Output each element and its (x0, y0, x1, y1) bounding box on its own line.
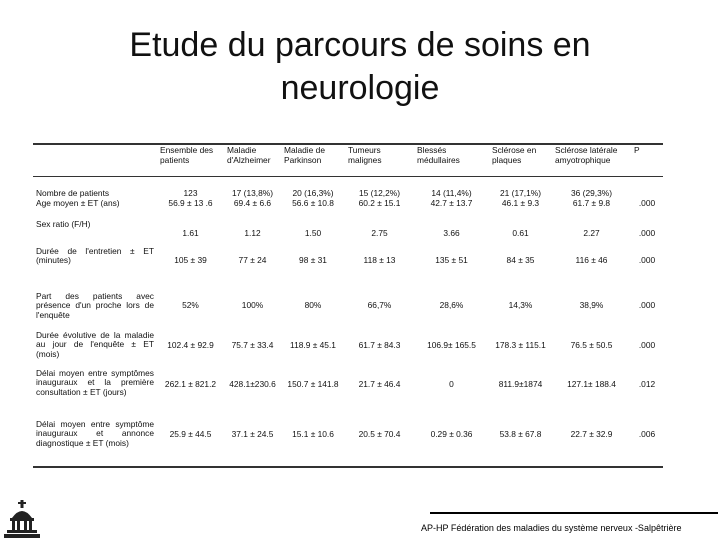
table-cell: 262.1 ± 821.2 (164, 378, 217, 389)
table-cell: 428.1±230.6 (229, 378, 276, 389)
table-cell: 77 ± 24 (238, 254, 267, 265)
table-cell: .000 (638, 299, 656, 310)
table-row (33, 286, 663, 331)
table-cell (631, 177, 663, 199)
table-cell: 105 ± 39 (174, 254, 207, 265)
table-cell: 61.7 ± 84.3 (358, 339, 401, 350)
table-bottom-rule (33, 466, 663, 468)
table-cell: 22.7 ± 32.9 (570, 428, 613, 439)
table-cell: 0.29 ± 0.36 (430, 428, 473, 439)
table-cell: 150.7 ± 141.8 (287, 378, 339, 389)
table-row (33, 331, 663, 369)
table-cell: 80% (304, 299, 322, 310)
table-cell: 76.5 ± 50.5 (570, 339, 613, 350)
table-cell: 21 (17,1%) (500, 188, 541, 198)
table-cell: 1.61 (182, 227, 199, 238)
institution-logo-icon (3, 498, 41, 540)
header-cell-tumeurs: Tumeurs malignes (348, 145, 382, 165)
table-cell: .000 (638, 254, 656, 265)
table-cell: 56.9 ± 13 .6 (168, 197, 213, 208)
table-cell: .012 (638, 378, 656, 389)
header-cell-sep: Sclérose en plaques (492, 145, 537, 165)
table-cell: 178.3 ± 115.1 (495, 339, 546, 350)
table-cell: 15.1 ± 10.6 (292, 428, 334, 439)
table-cell: 69.4 ± 6.6 (233, 197, 272, 208)
table-row (33, 247, 663, 286)
table-cell: 46.1 ± 9.3 (501, 197, 540, 208)
header-cell-ensemble: Ensemble des patients (160, 145, 214, 165)
table-cell: 98 ± 31 (299, 254, 327, 265)
data-table (33, 145, 663, 466)
table-cell: 56.6 ± 10.8 (292, 197, 334, 208)
table-cell: 1.12 (244, 227, 261, 238)
table-row (33, 177, 663, 199)
table-cell: 2.75 (371, 227, 388, 238)
row-label: Durée évolutive de la maladie au jour de l'enquête ± ET (mois) (36, 329, 154, 359)
table-cell: 75.7 ± 33.4 (231, 339, 274, 350)
table-cell: 127.1± 188.4 (567, 378, 616, 389)
row-label: Part des patients avec présence d'un proche lors de l'enquête (36, 290, 154, 320)
table-cell: 118 ± 13 (363, 254, 396, 265)
table-cell: 84 ± 35 (506, 254, 535, 265)
row-label: Sex ratio (F/H) (36, 218, 91, 229)
table-cell: 811.9±1874 (498, 378, 543, 389)
table-cell: 0 (449, 378, 454, 389)
table-cell: 25.9 ± 44.5 (169, 428, 212, 439)
table-cell: 28,6% (439, 299, 464, 310)
table-cell: 135 ± 51 (435, 254, 468, 265)
table-cell: 14 (11,4%) (431, 188, 472, 198)
table-cell: 53.8 ± 67.8 (499, 428, 542, 439)
table-cell: 118.9 ± 45.1 (290, 339, 336, 350)
table-cell: 38,9% (579, 299, 604, 310)
header-cell-p: P (634, 145, 640, 155)
table-cell: .000 (638, 197, 656, 208)
table-row (33, 199, 663, 211)
table-header-row (33, 145, 663, 175)
table-cell: 20 (16,3%) (292, 188, 334, 198)
header-cell-parkinson: Maladie de Parkinson (284, 145, 325, 165)
table-row (33, 369, 663, 420)
table-cell: 100% (241, 299, 264, 310)
slide-title-line-1: Etude du parcours de soins en (129, 26, 591, 64)
slide-title (60, 24, 660, 110)
row-label: Nombre de patients (36, 188, 110, 198)
header-cell-sla: Sclérose latérale amyotrophique (555, 145, 618, 165)
table-row (33, 420, 663, 466)
results-table (33, 143, 663, 468)
table-cell: 123 (183, 188, 198, 198)
header-cell-label (33, 145, 157, 175)
row-label: Délai moyen entre symptôme inauguraux et annonce diagnostique ± ET (mois) (36, 418, 154, 448)
table-cell: 3.66 (443, 227, 460, 238)
table-cell: 61.7 ± 9.8 (572, 197, 611, 208)
table-cell: 102.4 ± 92.9 (167, 339, 214, 350)
table-cell: 36 (29,3%) (571, 188, 612, 198)
table-cell: 17 (13,8%) (232, 188, 273, 198)
row-label: Age moyen ± ET (ans) (36, 197, 120, 208)
table-cell: .000 (638, 227, 656, 238)
table-cell: 15 (12,2%) (359, 188, 400, 198)
row-label: Délai moyen entre symptômes inauguraux et la première consultation ± ET (jours) (36, 367, 154, 397)
table-cell: 116 ± 46 (575, 254, 608, 265)
table-cell: 42.7 ± 13.7 (430, 197, 473, 208)
footer-text: AP-HP Fédération des maladies du système nerveux -Salpêtrière (421, 523, 682, 533)
table-cell: 0.61 (512, 227, 529, 238)
table-cell: 21.7 ± 46.4 (358, 378, 401, 389)
header-cell-alzheimer: Maladie d'Alzheimer (227, 145, 271, 165)
table-cell: 66,7% (367, 299, 392, 310)
slide-title-line-2: neurologie (280, 69, 440, 107)
table-cell: 14,3% (508, 299, 533, 310)
table-cell: 52% (182, 299, 199, 310)
table-cell: 2.27 (583, 227, 600, 238)
table-cell: 20.5 ± 70.4 (358, 428, 401, 439)
row-label: Durée de l'entretien ± ET (minutes) (36, 245, 154, 266)
table-cell: .000 (638, 339, 656, 350)
table-row (33, 211, 663, 247)
table-cell: 37.1 ± 24.5 (231, 428, 274, 439)
table-cell: 60.2 ± 15.1 (358, 197, 401, 208)
header-cell-blesses: Blessés médullaires (417, 145, 460, 165)
table-cell: .006 (638, 428, 656, 439)
table-cell: 1.50 (304, 227, 322, 238)
table-cell: 106.9± 165.5 (427, 339, 476, 350)
footer-divider (430, 512, 718, 514)
